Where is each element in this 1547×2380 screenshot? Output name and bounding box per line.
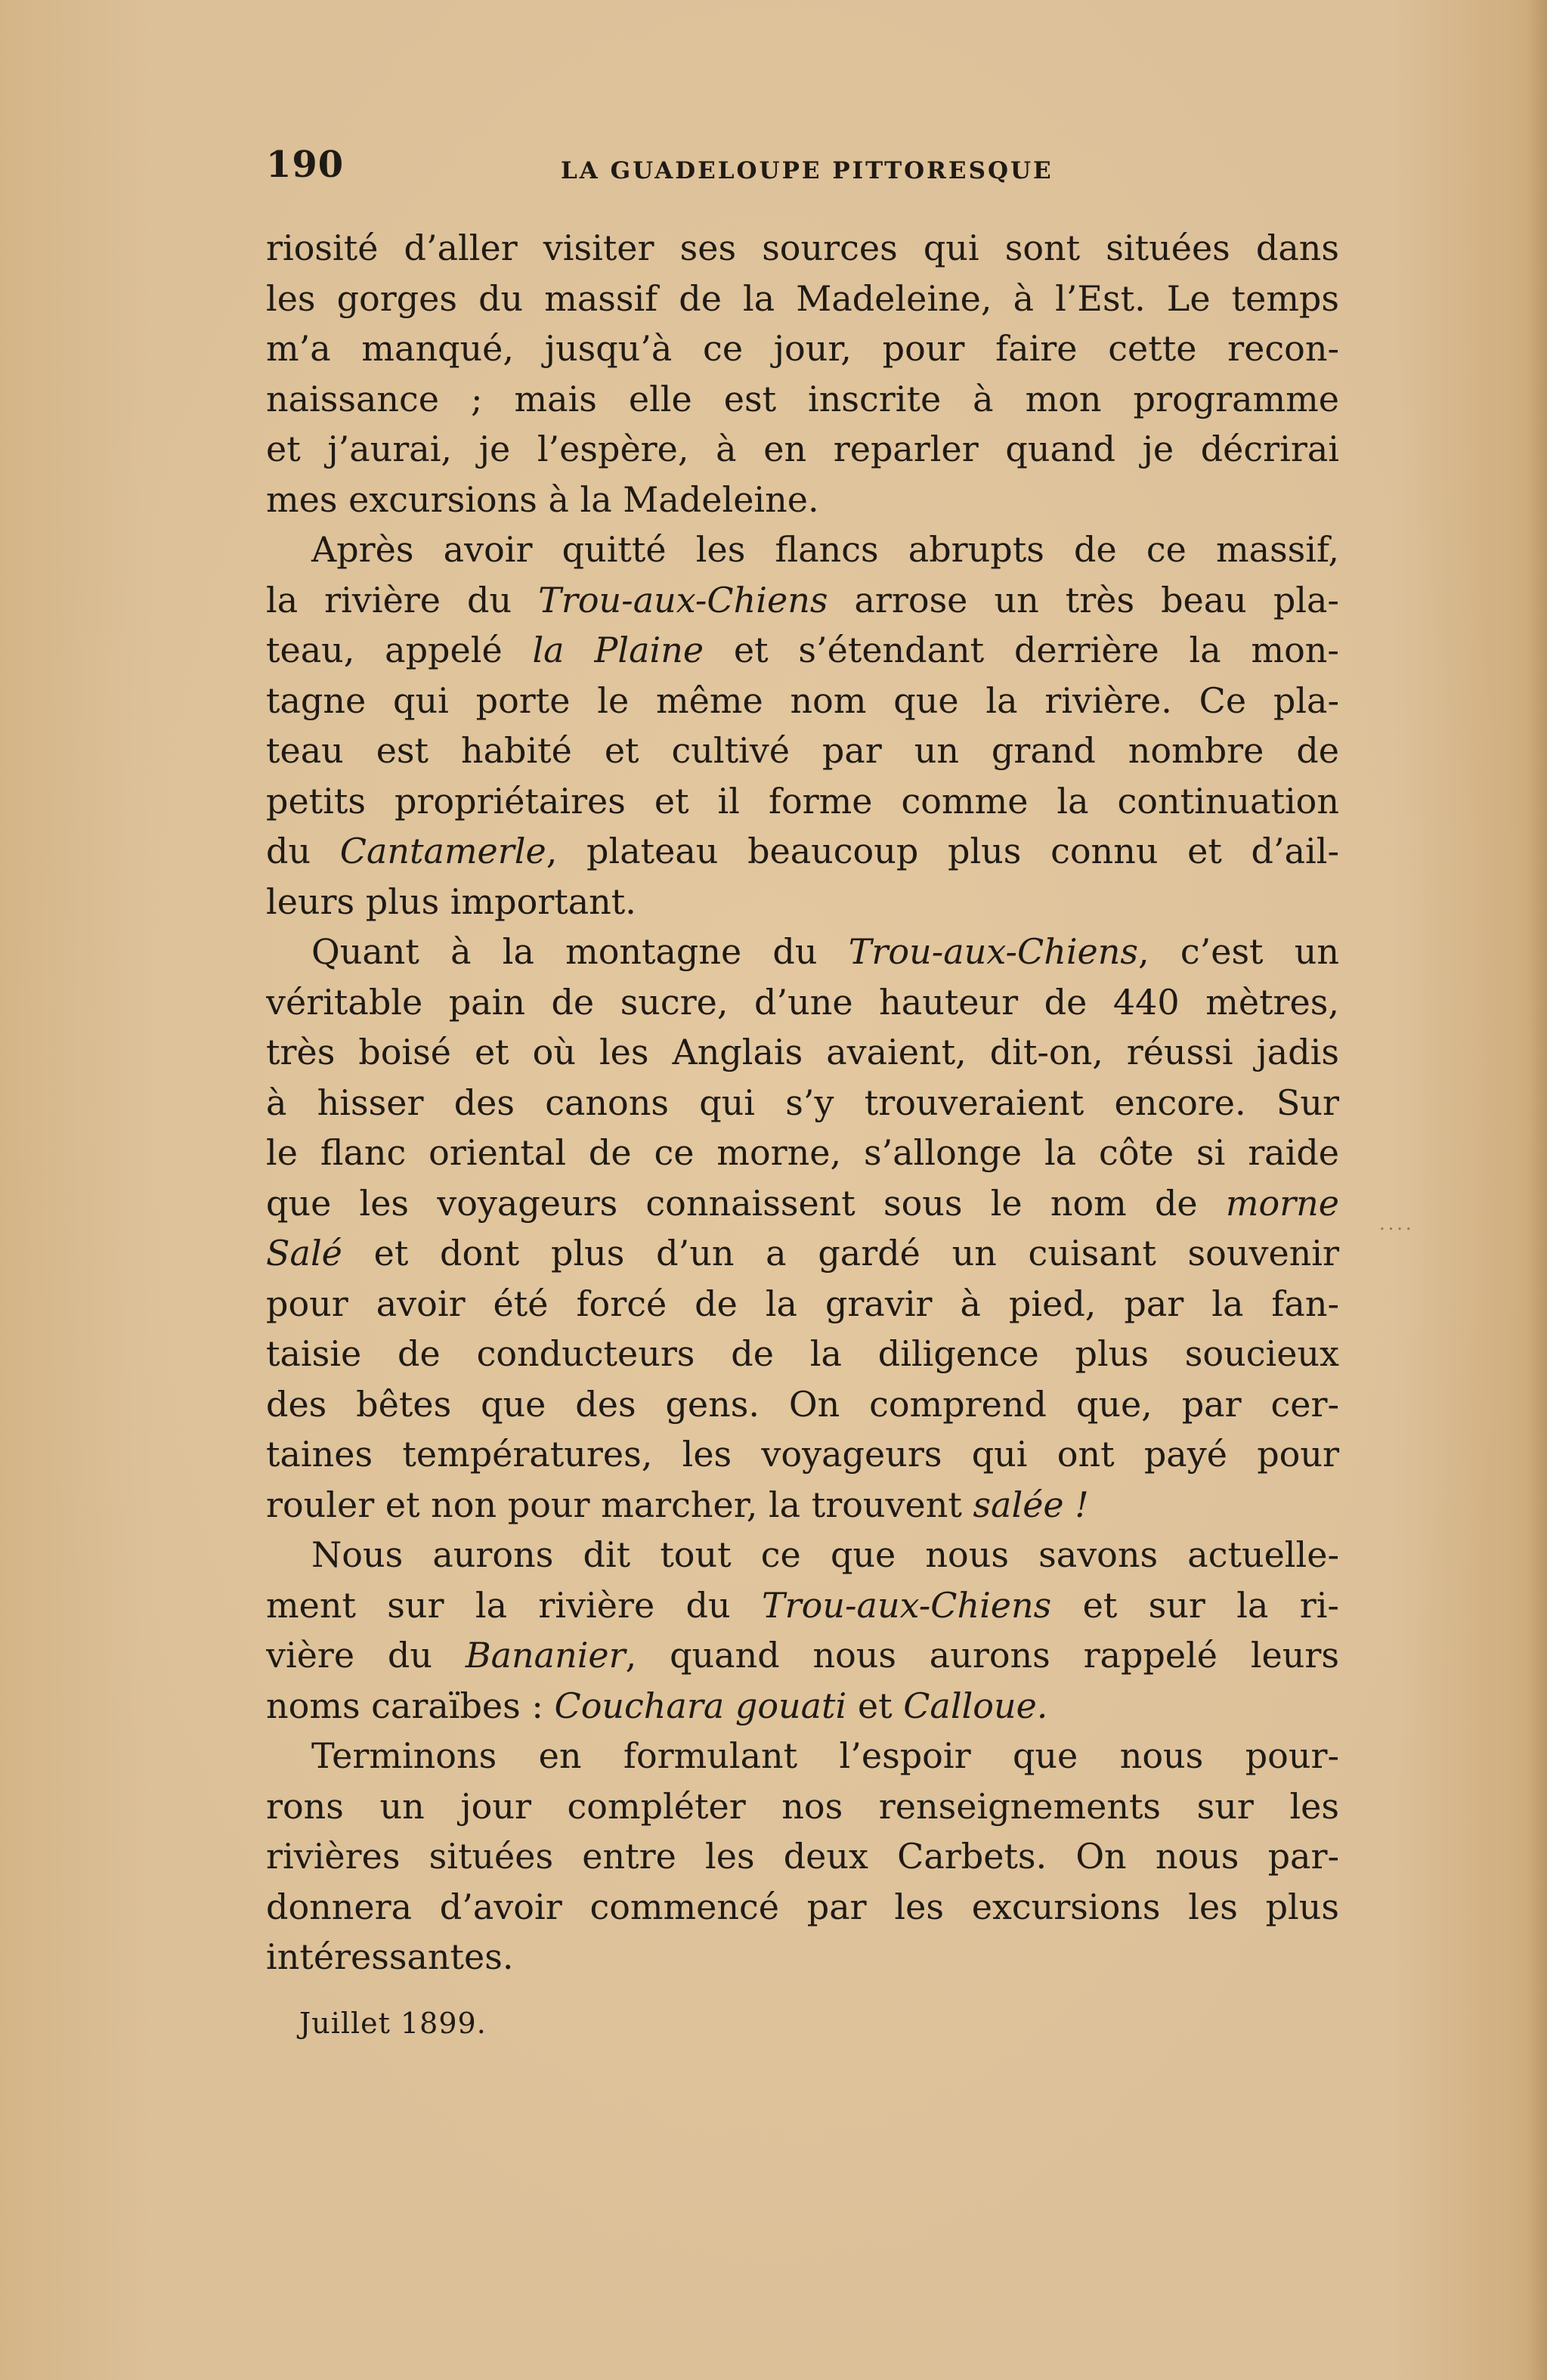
italic-name: Salé: [266, 1233, 342, 1274]
text-segment: la rivière du: [266, 579, 539, 621]
italic-name: Bananier: [465, 1635, 626, 1676]
text-line: [266, 1480, 1339, 1530]
text-line: [266, 1681, 1339, 1732]
italic-name: Trou-aux-Chiens: [538, 579, 828, 621]
text-line: et j’aurai, je l’espère, à en reparler quand je décrirai: [266, 429, 1339, 469]
text-line: taisie de conducteurs de la diligence plus soucieux: [266, 1333, 1339, 1374]
text-line: [266, 1228, 1339, 1279]
text-segment: et dont plus d’un a gardé un cuisant souvenir: [342, 1233, 1339, 1274]
text-segment: que les voyageurs connaissent sous le nom de: [266, 1182, 1226, 1224]
text-line: naissance ; mais elle est inscrite à mon programme: [266, 378, 1339, 419]
text-line: très boisé et où les Anglais avaient, dit-on, réussi jadis: [266, 1032, 1339, 1072]
date-signature: Juillet 1899.: [299, 2007, 487, 2040]
text-line: véritable pain de sucre, d’une hauteur de 440 mètres,: [266, 981, 1339, 1023]
text-line: leurs plus important.: [266, 881, 636, 922]
text-segment: et s’étendant derrière la mon-: [704, 630, 1339, 670]
italic-name: Trou-aux-Chiens: [761, 1584, 1052, 1626]
text-segment: , c’est un: [1138, 931, 1339, 972]
text-segment: teau, appelé: [266, 630, 533, 670]
text-segment: Quant à la montagne du: [311, 931, 849, 972]
text-line: [266, 826, 1339, 877]
italic-name: Cantamerle: [339, 831, 546, 871]
text-segment: noms caraïbes :: [266, 1685, 555, 1726]
text-line: taines températures, les voyageurs qui ont payé pour: [266, 1434, 1339, 1475]
text-line: petits propriétaires et il forme comme la continuation: [266, 780, 1339, 822]
text-line: [266, 927, 1339, 977]
text-line: intéressantes.: [266, 1936, 514, 1977]
text-line: pour avoir été forcé de la gravir à pied, par la fan-: [266, 1283, 1339, 1324]
body-text: [266, 223, 1339, 1982]
text-line: à hisser des canons qui s’y trouveraient encore. Sur: [266, 1082, 1339, 1123]
text-line: [266, 575, 1339, 626]
italic-name: Calloue.: [903, 1685, 1048, 1726]
margin-mark: ....: [1379, 1213, 1415, 1234]
running-title: LA GUADELOUPE PITTORESQUE: [561, 157, 1054, 184]
text-line: m’a manqué, jusqu’à ce jour, pour faire cette recon-: [266, 328, 1339, 369]
text-line: [266, 1630, 1339, 1681]
page-number: 190: [266, 144, 345, 186]
text-segment: vière du: [266, 1635, 466, 1676]
text-line: des bêtes que des gens. On comprend que, par cer-: [266, 1383, 1339, 1425]
text-line: [266, 1580, 1339, 1631]
text-line: teau est habité et cultivé par un grand nombre de: [266, 730, 1339, 771]
italic-name: la Plaine: [532, 630, 704, 670]
text-line: tagne qui porte le même nom que la rivière. Ce pla-: [266, 679, 1339, 721]
text-line: mes excursions à la Madeleine.: [266, 478, 819, 520]
italic-name: Trou-aux-Chiens: [848, 931, 1138, 972]
text-line: Terminons en formulant l’espoir que nous pour-: [311, 1735, 1339, 1776]
text-segment: et sur la ri-: [1051, 1584, 1339, 1626]
italic-name: morne: [1225, 1182, 1339, 1224]
page-header: [266, 144, 1339, 197]
text-line: riosité d’aller visiter ses sources qui sont situées dans: [266, 227, 1339, 268]
italic-name: Couchara gouati: [554, 1685, 847, 1726]
text-segment: arrose un très beau pla-: [828, 579, 1339, 621]
text-segment: du: [266, 831, 340, 871]
text-segment: , plateau beaucoup plus connu et d’ail-: [546, 831, 1339, 871]
text-segment: , quand nous aurons rappelé leurs: [625, 1635, 1339, 1676]
text-line: [266, 1178, 1339, 1229]
text-line: le flanc oriental de ce morne, s’allonge la côte si raide: [266, 1132, 1339, 1173]
text-line: Nous aurons dit tout ce que nous savons actuelle-: [311, 1534, 1339, 1575]
text-line: rons un jour compléter nos renseignements sur les: [266, 1785, 1339, 1827]
text-segment: ment sur la rivière du: [266, 1584, 762, 1626]
text-segment: et: [846, 1685, 904, 1726]
text-line: les gorges du massif de la Madeleine, à l’Est. Le temps: [266, 277, 1339, 319]
text-line: Après avoir quitté les flancs abrupts de ce massif,: [311, 529, 1339, 570]
page-edge-shadow: [1527, 0, 1547, 2380]
text-segment: rouler et non pour marcher, la trouvent: [266, 1484, 973, 1525]
text-line: donnera d’avoir commencé par les excursions les plus: [266, 1886, 1339, 1927]
italic-name: salée !: [973, 1484, 1089, 1525]
text-line: [266, 625, 1339, 676]
text-line: rivières situées entre les deux Carbets. On nous par-: [266, 1836, 1339, 1877]
